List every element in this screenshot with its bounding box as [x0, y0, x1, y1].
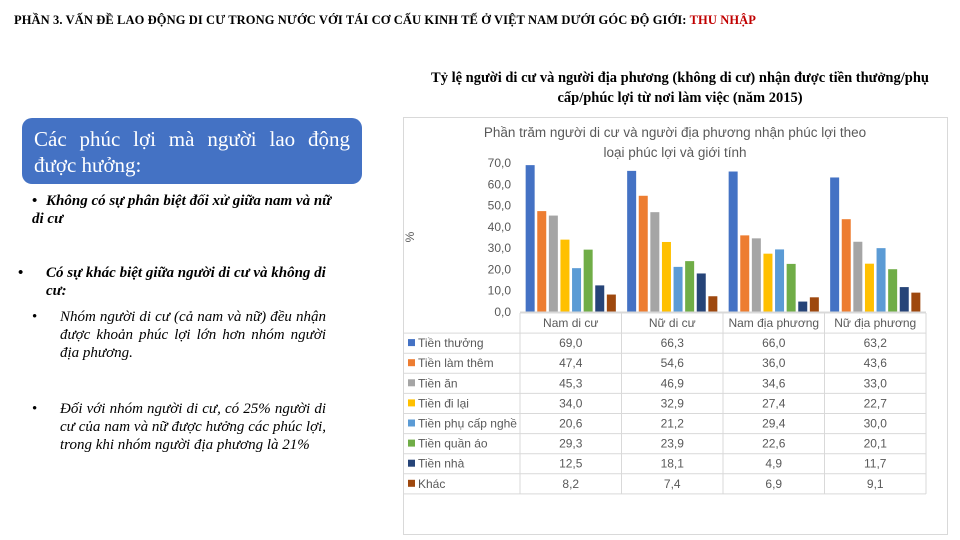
legend-label: Tiền thưởng	[418, 336, 484, 351]
data-label: 9,1	[866, 476, 884, 491]
bar	[865, 264, 874, 312]
x-category-label: Nữ địa phương	[834, 316, 917, 330]
bar	[627, 171, 636, 312]
bar-chart	[403, 117, 948, 535]
data-label: 27,4	[762, 396, 786, 411]
bullet-dot-icon: •	[32, 401, 38, 417]
bar	[537, 211, 546, 312]
bar	[740, 235, 749, 312]
data-label: 29,3	[559, 436, 583, 451]
x-category-label: Nam địa phương	[728, 316, 820, 330]
y-tick-label: 20,0	[487, 262, 511, 277]
bar	[900, 287, 909, 312]
data-label: 29,4	[762, 416, 786, 431]
bar	[674, 267, 683, 312]
y-axis-label: %	[403, 231, 417, 243]
bar	[607, 295, 616, 312]
bar	[775, 249, 784, 312]
bar	[877, 248, 886, 312]
bar	[830, 177, 839, 312]
bullet-dot-icon: •	[32, 193, 38, 209]
data-label: 7,4	[663, 476, 681, 491]
data-label: 20,6	[559, 416, 583, 431]
data-label: 8,2	[562, 476, 580, 491]
sub-bullet-percentages	[32, 400, 326, 454]
bar	[763, 254, 772, 312]
legend-swatch	[408, 379, 415, 386]
bar	[662, 242, 671, 312]
data-label: 33,0	[863, 376, 887, 391]
data-label: 36,0	[762, 356, 786, 371]
bar	[787, 264, 796, 312]
legend-label: Tiền ăn	[418, 376, 458, 391]
data-label: 63,2	[863, 336, 887, 351]
data-label: 20,1	[863, 436, 887, 451]
bar	[810, 297, 819, 312]
bar	[697, 273, 706, 312]
bullet-migrant-difference	[18, 264, 332, 300]
bullet-text: Có sự khác biệt giữa người di cư và không di cư:	[46, 265, 326, 299]
data-label: 66,3	[660, 336, 684, 351]
y-tick-label: 30,0	[487, 241, 511, 256]
legend-label: Tiền đi lại	[418, 396, 469, 411]
data-label: 22,6	[762, 436, 786, 451]
data-label: 4,9	[765, 456, 783, 471]
y-tick-label: 0,0	[494, 305, 511, 319]
legend-swatch	[408, 440, 415, 447]
slide-title: Tỷ lệ người di cư và người địa phương (không di cư) nhận được tiền thưởng/phụ cấp/phúc lợi từ nơi làm việc (năm 2015)	[431, 70, 929, 106]
legend-label: Tiền nhà	[418, 456, 465, 471]
sub-bullet-migrants-more	[32, 308, 326, 362]
bar	[560, 240, 569, 312]
x-category-label: Nam di cư	[543, 316, 599, 330]
data-label: 12,5	[559, 456, 583, 471]
bar	[911, 293, 920, 312]
legend-label: Khác	[418, 476, 446, 491]
data-label: 22,7	[863, 396, 887, 411]
section-header	[14, 13, 954, 28]
legend-swatch	[408, 460, 415, 467]
bar	[584, 250, 593, 312]
bar	[526, 165, 535, 312]
data-label: 69,0	[559, 336, 583, 351]
data-label: 21,2	[660, 416, 684, 431]
bar	[572, 268, 581, 312]
data-label: 34,6	[762, 376, 786, 391]
legend-label: Tiền phụ cấp nghề	[418, 416, 517, 431]
bullet-dot-icon: •	[18, 265, 24, 281]
bar	[888, 269, 897, 312]
data-label: 11,7	[864, 456, 887, 471]
y-tick-label: 70,0	[487, 156, 511, 170]
data-label: 6,9	[765, 476, 783, 491]
bar	[549, 216, 558, 312]
legend-swatch	[408, 359, 415, 366]
data-label: 43,6	[863, 356, 887, 371]
sub-bullet-text: Đối với nhóm người di cư, có 25% người di cư của nam và nữ được hưởng các phúc lợi, trong khi nhóm người địa phương là 21%	[60, 401, 326, 453]
chart-title: Phần trăm người di cư và người địa phương nhận phúc lợi theo loại phúc lợi và giới tính	[483, 125, 867, 160]
data-label: 32,9	[660, 396, 684, 411]
bullet-text: Không có sự phân biệt đối xử giữa nam và nữ di cư	[32, 193, 332, 227]
bar	[842, 219, 851, 312]
legend-label: Tiền làm thêm	[418, 356, 494, 371]
data-label: 30,0	[863, 416, 887, 431]
legend-swatch	[408, 339, 415, 346]
benefits-callout-box: Các phúc lợi mà người lao động được hưởng:	[22, 118, 362, 184]
data-label: 46,9	[660, 376, 684, 391]
legend-swatch	[408, 399, 415, 406]
bullet-no-gender-difference	[32, 192, 332, 228]
legend-swatch	[408, 480, 415, 487]
y-tick-label: 60,0	[487, 177, 511, 192]
bar	[650, 212, 659, 312]
y-tick-label: 40,0	[487, 219, 511, 234]
data-label: 47,4	[559, 356, 583, 371]
data-label: 66,0	[762, 336, 786, 351]
section-header-text: PHẦN 3. VẤN ĐỀ LAO ĐỘNG DI CƯ TRONG NƯỚC VỚI TÁI CƠ CẤU KINH TẾ Ở VIỆT NAM DƯỚI GÓC ĐỘ GIỚI:	[14, 13, 687, 27]
bullet-dot-icon: •	[32, 309, 38, 325]
legend-swatch	[408, 420, 415, 427]
section-header-accent: THU NHẬP	[689, 13, 757, 27]
sub-bullet-text: Nhóm người di cư (cả nam và nữ) đều nhận được khoản phúc lợi lớn hơn nhóm người địa phương.	[60, 309, 326, 361]
bar	[685, 261, 694, 312]
y-tick-label: 10,0	[487, 283, 511, 298]
bar	[853, 242, 862, 312]
bar	[729, 172, 738, 312]
data-label: 54,6	[660, 356, 684, 371]
data-label: 34,0	[559, 396, 583, 411]
bar	[708, 296, 717, 312]
legend-label: Tiền quần áo	[418, 436, 488, 451]
data-label: 45,3	[559, 376, 583, 391]
bar	[639, 196, 648, 312]
data-label: 18,1	[660, 456, 684, 471]
x-category-label: Nữ di cư	[648, 316, 696, 330]
bar	[798, 302, 807, 312]
bar	[752, 238, 761, 312]
y-tick-label: 50,0	[487, 198, 511, 213]
data-label: 23,9	[660, 436, 684, 451]
bar	[595, 285, 604, 312]
